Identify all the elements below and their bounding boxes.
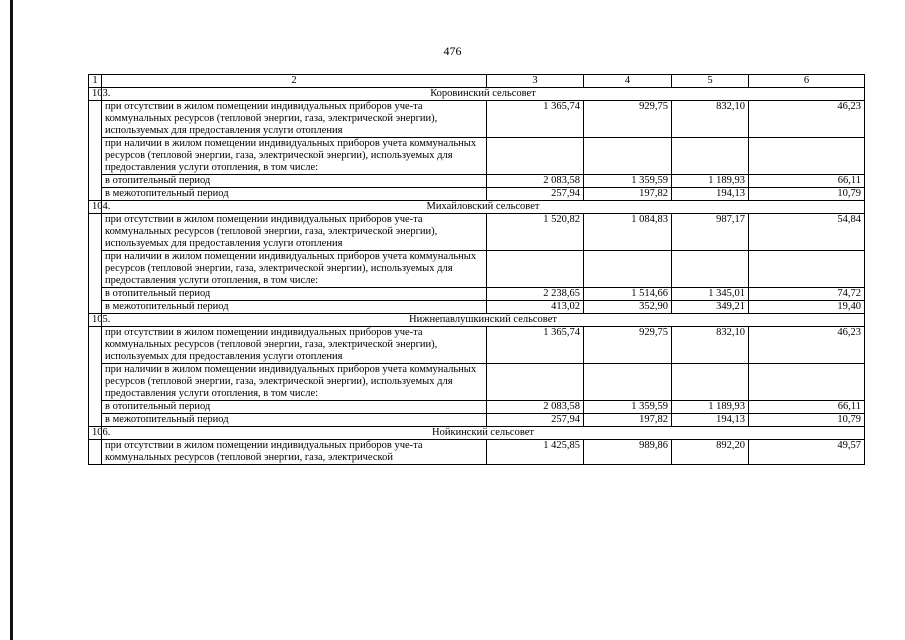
page-number: 476 xyxy=(443,44,462,58)
table-row xyxy=(89,101,865,138)
row-description: в отопительный период xyxy=(102,288,487,301)
table-row xyxy=(89,414,865,427)
row-description: в отопительный период xyxy=(102,175,487,188)
section-name: Михайловский сельсовет xyxy=(102,201,865,214)
index-spacer-cell xyxy=(89,440,102,465)
table-row xyxy=(89,138,865,175)
value-cell-6: 10,79 xyxy=(749,414,865,427)
value-cell-5: 892,20 xyxy=(672,440,749,465)
row-description: при отсутствии в жилом помещении индивидуальных приборов уче-та коммунальных ресурсов (тепловой энергии, газа, электрической xyxy=(102,440,487,465)
value-cell-3: 1 520,82 xyxy=(487,214,584,251)
value-cell-6: 19,40 xyxy=(749,301,865,314)
value-cell-5: 1 345,01 xyxy=(672,288,749,301)
value-cell-6: 46,23 xyxy=(749,327,865,364)
value-cell-6 xyxy=(749,364,865,401)
table-row xyxy=(89,301,865,314)
tariff-table-body xyxy=(89,75,865,465)
header-cell-5: 5 xyxy=(672,75,749,88)
value-cell-4: 1 514,66 xyxy=(584,288,672,301)
value-cell-6: 46,23 xyxy=(749,101,865,138)
section-name: Коровинский сельсовет xyxy=(102,88,865,101)
row-description: при наличии в жилом помещении индивидуальных приборов учета коммунальных ресурсов (тепловой энергии, газа, электрической энергии), используемых для предоставления услуги отопления, в том числе: xyxy=(102,138,487,175)
row-description: при отсутствии в жилом помещении индивидуальных приборов уче-та коммунальных ресурсов (тепловой энергии, газа, электрической энергии), используемых для предоставления услуги отопления xyxy=(102,214,487,251)
header-cell-2: 2 xyxy=(102,75,487,88)
index-spacer-cell xyxy=(89,214,102,314)
header-cell-4: 4 xyxy=(584,75,672,88)
value-cell-3: 1 365,74 xyxy=(487,101,584,138)
header-cell-3: 3 xyxy=(487,75,584,88)
index-spacer-cell xyxy=(89,327,102,427)
tariff-table xyxy=(88,74,865,465)
header-row xyxy=(89,75,865,88)
index-spacer-cell xyxy=(89,101,102,201)
row-description: при отсутствии в жилом помещении индивидуальных приборов уче-та коммунальных ресурсов (тепловой энергии, газа, электрической энергии), используемых для предоставления услуги отопления xyxy=(102,101,487,138)
section-index: 103. xyxy=(89,88,102,101)
value-cell-4 xyxy=(584,364,672,401)
value-cell-5: 194,13 xyxy=(672,188,749,201)
table-row xyxy=(89,188,865,201)
table-row xyxy=(89,327,865,364)
value-cell-5: 1 189,93 xyxy=(672,175,749,188)
row-description: в отопительный период xyxy=(102,401,487,414)
section-row xyxy=(89,88,865,101)
value-cell-6: 49,57 xyxy=(749,440,865,465)
table-row xyxy=(89,251,865,288)
table-row xyxy=(89,214,865,251)
value-cell-4: 197,82 xyxy=(584,188,672,201)
section-index: 104. xyxy=(89,201,102,214)
value-cell-5: 349,21 xyxy=(672,301,749,314)
row-description: в межотопительный период xyxy=(102,301,487,314)
header-cell-1: 1 xyxy=(89,75,102,88)
value-cell-5: 832,10 xyxy=(672,101,749,138)
section-index: 105. xyxy=(89,314,102,327)
row-description: в межотопительный период xyxy=(102,414,487,427)
section-row xyxy=(89,427,865,440)
value-cell-3: 2 083,58 xyxy=(487,401,584,414)
table-row xyxy=(89,401,865,414)
value-cell-6: 66,11 xyxy=(749,401,865,414)
row-description: при наличии в жилом помещении индивидуальных приборов учета коммунальных ресурсов (тепловой энергии, газа, электрической энергии), используемых для предоставления услуги отопления, в том числе: xyxy=(102,251,487,288)
value-cell-6: 54,84 xyxy=(749,214,865,251)
value-cell-4: 929,75 xyxy=(584,327,672,364)
table-row xyxy=(89,364,865,401)
section-index: 106. xyxy=(89,427,102,440)
value-cell-5: 832,10 xyxy=(672,327,749,364)
value-cell-3: 257,94 xyxy=(487,188,584,201)
value-cell-4: 1 359,59 xyxy=(584,175,672,188)
value-cell-3 xyxy=(487,251,584,288)
row-description: в межотопительный период xyxy=(102,188,487,201)
value-cell-6 xyxy=(749,138,865,175)
value-cell-6 xyxy=(749,251,865,288)
value-cell-3: 1 365,74 xyxy=(487,327,584,364)
value-cell-3: 257,94 xyxy=(487,414,584,427)
section-name: Нойкинский сельсовет xyxy=(102,427,865,440)
value-cell-4: 1 084,83 xyxy=(584,214,672,251)
table-row xyxy=(89,440,865,465)
value-cell-4: 197,82 xyxy=(584,414,672,427)
value-cell-4: 929,75 xyxy=(584,101,672,138)
value-cell-4 xyxy=(584,138,672,175)
value-cell-5 xyxy=(672,364,749,401)
value-cell-6: 66,11 xyxy=(749,175,865,188)
value-cell-5 xyxy=(672,251,749,288)
value-cell-5 xyxy=(672,138,749,175)
section-row xyxy=(89,314,865,327)
value-cell-3: 1 425,85 xyxy=(487,440,584,465)
value-cell-6: 10,79 xyxy=(749,188,865,201)
value-cell-3: 2 238,65 xyxy=(487,288,584,301)
value-cell-4: 352,90 xyxy=(584,301,672,314)
value-cell-3 xyxy=(487,138,584,175)
row-description: при отсутствии в жилом помещении индивидуальных приборов уче-та коммунальных ресурсов (тепловой энергии, газа, электрической энергии), используемых для предоставления услуги отопления xyxy=(102,327,487,364)
value-cell-4: 989,86 xyxy=(584,440,672,465)
value-cell-6: 74,72 xyxy=(749,288,865,301)
value-cell-4: 1 359,59 xyxy=(584,401,672,414)
value-cell-5: 987,17 xyxy=(672,214,749,251)
section-name: Нижнепавлушкинский сельсовет xyxy=(102,314,865,327)
value-cell-3: 2 083,58 xyxy=(487,175,584,188)
value-cell-3 xyxy=(487,364,584,401)
row-description: при наличии в жилом помещении индивидуальных приборов учета коммунальных ресурсов (тепловой энергии, газа, электрической энергии), используемых для предоставления услуги отопления, в том числе: xyxy=(102,364,487,401)
value-cell-5: 194,13 xyxy=(672,414,749,427)
table-row xyxy=(89,175,865,188)
value-cell-4 xyxy=(584,251,672,288)
value-cell-3: 413,02 xyxy=(487,301,584,314)
scan-edge xyxy=(10,0,13,640)
section-row xyxy=(89,201,865,214)
value-cell-5: 1 189,93 xyxy=(672,401,749,414)
table-row xyxy=(89,288,865,301)
header-cell-6: 6 xyxy=(749,75,865,88)
